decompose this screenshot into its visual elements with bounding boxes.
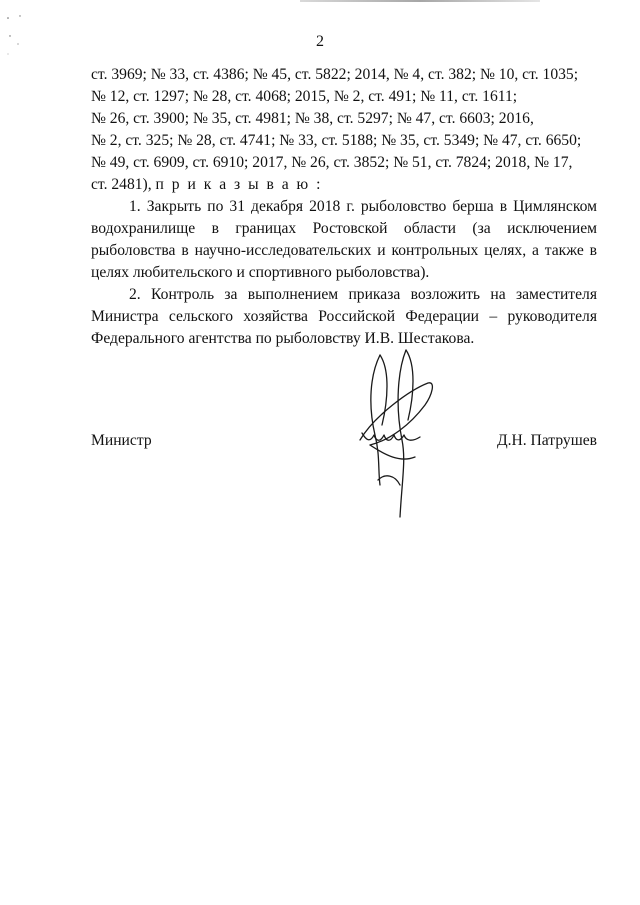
- order-item-2: 2. Контроль за выполнением приказа возложить на заместителя Министра сельского хозяйства Российской Федерации – руководителя Федерального агентства по рыболовству И.В. Шестакова.: [91, 286, 597, 347]
- citation-last-line: [91, 174, 597, 196]
- scan-edge-line: [300, 0, 540, 2]
- citation-line: № 2, ст. 325; № 28, ст. 4741; № 33, ст. 5188; № 35, ст. 5349; № 47, ст. 6650;: [91, 132, 582, 149]
- document-body: [91, 64, 597, 350]
- signer-name: Д.Н. Патрушев: [496, 432, 597, 449]
- citation-line: № 26, ст. 3900; № 35, ст. 4981; № 38, ст. 5297; № 47, ст. 6603; 2016,: [91, 110, 534, 127]
- citation-line: № 49, ст. 6909, ст. 6910; 2017, № 26, ст. 3852; № 51, ст. 7824; 2018, № 17,: [91, 154, 573, 171]
- order-item-1: 1. Закрыть по 31 декабря 2018 г. рыболовство берша в Цимлянском водохранилище в границах Ростовской области (за исключением рыболовства в научно-исследовательских и контрольных целях, а также в целях любительского и спортивного рыболовства).: [91, 198, 597, 281]
- citation-line: № 12, ст. 1297; № 28, ст. 4068; 2015, № 2, ст. 491; № 11, ст. 1611;: [91, 88, 518, 105]
- order-word: п р и к а з ы в а ю :: [155, 176, 323, 193]
- signer-title: Министр: [91, 432, 152, 449]
- citation-end: ст. 2481),: [91, 176, 152, 193]
- signature-block: [91, 432, 597, 456]
- page-number: 2: [316, 33, 324, 50]
- citation-line: ст. 3969; № 33, ст. 4386; № 45, ст. 5822; 2014, № 4, ст. 382; № 10, ст. 1035;: [91, 66, 579, 83]
